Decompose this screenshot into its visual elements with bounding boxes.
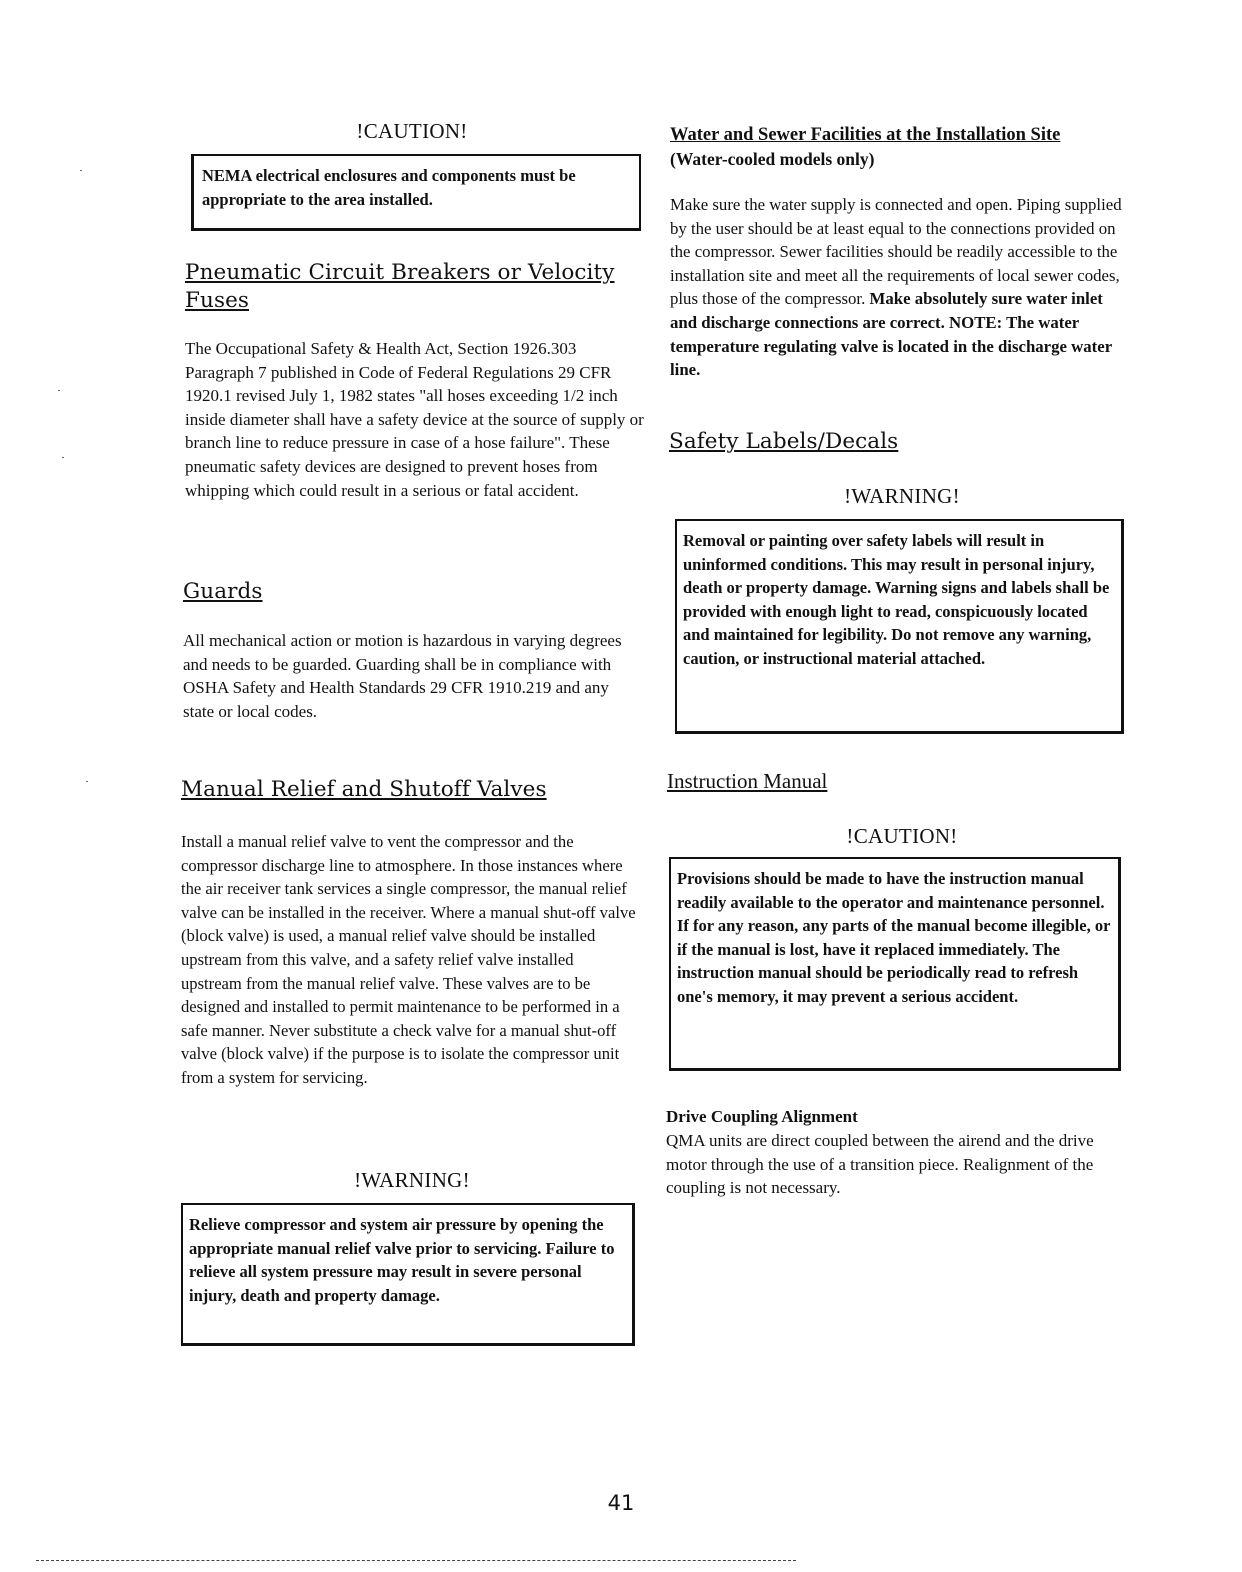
water-note: NOTE: The water temperature regulating valve is located in the discharge water line. [670, 312, 1112, 380]
paragraph-water-sewer [670, 193, 1126, 382]
heading-water-sewer: Water and Sewer Facilities at the Installation Site [670, 125, 1061, 145]
scan-speck [62, 457, 64, 458]
caution-box-nema-text: NEMA electrical enclosures and components must be appropriate to the area installed. [202, 166, 576, 209]
subheading-water-cooled: (Water-cooled models only) [670, 149, 875, 169]
paragraph-guards: All mechanical action or motion is hazardous in varying degrees and needs to be guarded. Guarding shall be in compliance with OSHA Safety and Health Standards 29 CFR 1910.219 and any state or local codes. [183, 631, 622, 721]
warning-title-left: !WARNING! [354, 1168, 470, 1192]
heading-relief-valves: Manual Relief and Shutoff Valves [181, 777, 547, 802]
water-text-bold: Make absolutely sure water inlet and discharge connections are correct. [670, 289, 1103, 332]
caution-box-nema [191, 154, 641, 231]
heading-pneumatic-breakers: Pneumatic Circuit Breakers or Velocity Fuses [185, 260, 615, 313]
heading-instruction-manual: Instruction Manual [667, 769, 828, 793]
warning-box-safety-labels-text: Removal or painting over safety labels will result in uninformed conditions. This may result in personal injury, death or property damage. Warning signs and labels shall be provided with enough light to read, conspicuously located and maintained for legibility. Do not remove any warning, caution, or instructional material attached. [683, 531, 1110, 668]
caution-title-left: !CAUTION! [356, 119, 468, 143]
warning-title-right: !WARNING! [844, 484, 960, 508]
heading-safety-labels: Safety Labels/Decals [669, 429, 899, 454]
scan-speck [80, 170, 82, 171]
water-text-plain: Make sure the water supply is connected and open. Piping supplied by the user should be at least equal to the connections provided on the compressor. Sewer facilities should be readily accessible to the installation site and meet all the requirements of local sewer codes, plus those of the compressor. [670, 195, 1122, 309]
paragraph-pneumatic: The Occupational Safety & Health Act, Section 1926.303 Paragraph 7 published in Code of Federal Regulations 29 CFR 1920.1 revised July 1, 1982 states "all hoses exceeding 1/2 inch inside diameter shall have a safety device at the source of supply or branch line to reduce pressure in case of a hose failure". These pneumatic safety devices are designed to prevent hoses from whipping which could result in a serious or fatal accident. [185, 339, 644, 500]
heading-drive-coupling: Drive Coupling Alignment [666, 1107, 858, 1126]
warning-box-safety-labels [675, 519, 1124, 734]
warning-box-relieve-pressure-text: Relieve compressor and system air pressure by opening the appropriate manual relief valve prior to servicing. Failure to relieve all system pressure may result in severe personal injury, death and property damage. [189, 1215, 615, 1305]
paragraph-drive-coupling: QMA units are direct coupled between the airend and the drive motor through the use of a transition piece. Realignment of the coupling is not necessary. [666, 1131, 1094, 1198]
scan-speck [58, 390, 60, 391]
page-number: 41 [607, 1491, 635, 1515]
heading-guards: Guards [183, 579, 263, 604]
warning-box-relieve-pressure [181, 1203, 635, 1346]
scan-speck [86, 781, 88, 782]
paragraph-relief-valves: Install a manual relief valve to vent the compressor and the compressor discharge line to atmosphere. In those instances where the air receiver tank services a single compressor, the manual relief valve can be installed in the receiver. Where a manual shut-off valve (block valve) is used, a manual relief valve should be installed upstream from this valve, and a safety relief valve installed upstream from the manual relief valve. These valves are to be designed and installed to permit maintenance to be performed in a safe manner. Never substitute a check valve for a manual shut-off valve (block valve) if the purpose is to isolate the compressor unit from a system for servicing. [181, 832, 636, 1087]
caution-box-instruction-manual-text: Provisions should be made to have the instruction manual readily available to the operator and maintenance personnel. If for any reason, any parts of the manual become illegible, or if the manual is lost, have it replaced immediately. The instruction manual should be periodically read to refresh one's memory, it may prevent a serious accident. [677, 869, 1111, 1006]
caution-title-right: !CAUTION! [846, 824, 958, 848]
caution-box-instruction-manual [669, 857, 1121, 1071]
scan-edge-line [36, 1560, 796, 1561]
